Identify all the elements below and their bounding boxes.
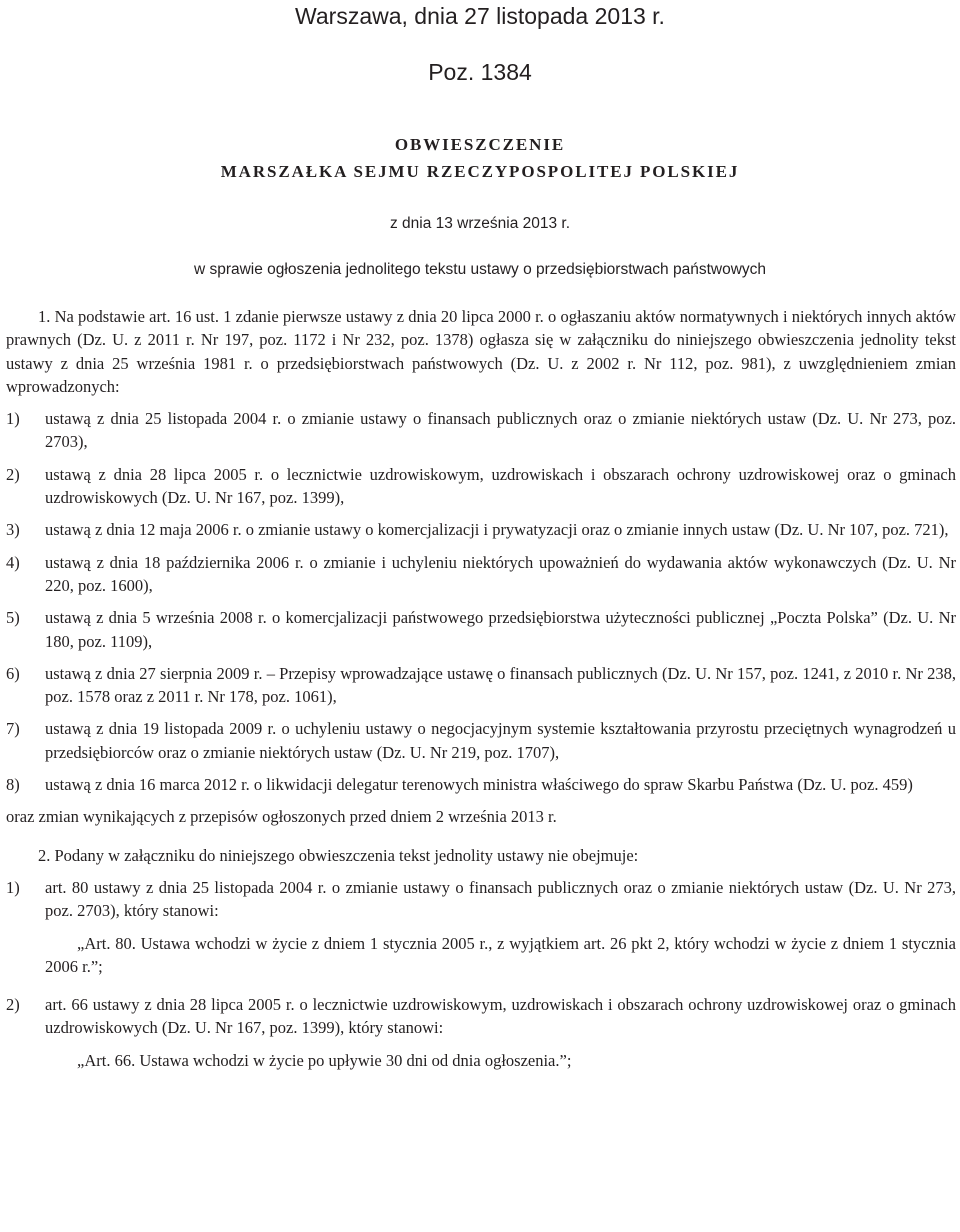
list-item [6, 662, 956, 709]
document-body [6, 305, 956, 1072]
item-text: art. 80 ustawy z dnia 25 listopada 2004 r. o zmianie ustawy o finansach publicznych oraz o zmianie niektórych ustaw (Dz. U. Nr 273, poz. 2703), który stanowi: [45, 877, 956, 921]
item-number: 1) [6, 409, 20, 429]
list-item [6, 993, 956, 1040]
item-number: 5) [6, 608, 20, 628]
issuer-title: MARSZAŁKA SEJMU RZECZYPOSPOLITEJ POLSKIEJ [220, 162, 740, 181]
item-number: 3) [6, 520, 20, 540]
item-text: ustawą z dnia 18 października 2006 r. o zmianie i uchyleniu niektórych upoważnień do wydawania aktów wykonawczych (Dz. U. Nr 220, poz. 1600), [45, 552, 956, 595]
list-item [6, 463, 956, 510]
item-number: 2) [6, 995, 20, 1015]
list-item [6, 518, 956, 541]
closing-sentence: oraz zmian wynikających z przepisów ogłoszonych przed dniem 2 września 2013 r. [6, 807, 557, 827]
item-number: 8) [6, 775, 20, 795]
list-item [6, 717, 956, 764]
list-item [6, 606, 956, 653]
quoted-article: „Art. 80. Ustawa wchodzi w życie z dniem 1 stycznia 2005 r., z wyjątkiem art. 26 pkt 2, który wchodzi w życie z dniem 1 stycznia 2006 r.”; [45, 933, 956, 976]
quoted-article: „Art. 66. Ustawa wchodzi w życie po upływie 30 dni od dnia ogłoszenia.”; [77, 1050, 572, 1070]
position-number: Poz. 1384 [428, 59, 532, 85]
paragraph-2: 2. Podany w załączniku do niniejszego obwieszczenia tekst jednolity ustawy nie obejmuje: [38, 845, 639, 865]
list-item [6, 551, 956, 598]
item-number: 6) [6, 663, 20, 683]
item-text: ustawą z dnia 5 września 2008 r. o komercjalizacji państwowego przedsiębiorstwa użyteczności publicznej „Poczta Polska” (Dz. U. Nr 180, poz. 1109), [45, 608, 956, 651]
publication-date: Warszawa, dnia 27 listopada 2013 r. [295, 3, 665, 29]
item-number: 4) [6, 552, 20, 572]
announcement-date: z dnia 13 września 2013 r. [389, 215, 571, 232]
item-text: art. 66 ustawy z dnia 28 lipca 2005 r. o lecznictwie uzdrowiskowym, uzdrowiskach i obszarach ochrony uzdrowiskowej oraz o gminach uzdrowiskowych (Dz. U. Nr 167, poz. 1399), który stanowi: [45, 995, 956, 1038]
paragraph-1: 1. Na podstawie art. 16 ust. 1 zdanie pierwsze ustawy z dnia 20 lipca 2000 r. o ogłaszaniu aktów normatywnych i niektórych innych aktów prawnych (Dz. U. z 2011 r. Nr 197, poz. 1172 i Nr 232, poz. 1378) ogłasza się w załączniku do niniejszego obwieszczenia jednolity tekst ustawy z dnia 25 września 1981 r. o przedsiębiorstwach państwowych (Dz. U. z 2002 r. Nr 112, poz. 981), z uwzględnieniem zmian wprowadzonych: [6, 307, 956, 396]
document-title: OBWIESZCZENIE [394, 135, 566, 154]
item-text: ustawą z dnia 12 maja 2006 r. o zmianie ustawy o komercjalizacji i prywatyzacji oraz o zmianie innych ustaw (Dz. U. Nr 107, poz. 721), [45, 520, 949, 540]
item-text: ustawą z dnia 25 listopada 2004 r. o zmianie ustawy o finansach publicznych oraz o zmianie niektórych ustaw (Dz. U. Nr 273, poz. 2703), [45, 409, 956, 452]
item-text: ustawą z dnia 16 marca 2012 r. o likwidacji delegatur terenowych ministra właściwego do spraw Skarbu Państwa (Dz. U. poz. 459) [45, 775, 913, 795]
item-text: ustawą z dnia 27 sierpnia 2009 r. – Przepisy wprowadzające ustawę o finansach publicznych (Dz. U. Nr 157, poz. 1241, z 2010 r. Nr 238, poz. 1578 oraz z 2011 r. Nr 178, poz. 1061), [45, 663, 956, 707]
item-text: ustawą z dnia 28 lipca 2005 r. o lecznictwie uzdrowiskowym, uzdrowiskach i obszarach ochrony uzdrowiskowej oraz o gminach uzdrowiskowych (Dz. U. Nr 167, poz. 1399), [45, 464, 956, 508]
announcement-subject: w sprawie ogłoszenia jednolitego tekstu ustawy o przedsiębiorstwach państwowych [193, 261, 767, 278]
item-text: ustawą z dnia 19 listopada 2009 r. o uchyleniu ustawy o negocjacyjnym systemie kształtowania przyrostu przeciętnych wynagrodzeń u przedsiębiorców oraz o zmianie niektórych ustaw (Dz. U. Nr 219, poz. 1707), [45, 719, 956, 762]
amendments-list [6, 407, 956, 796]
list-item [6, 407, 956, 454]
item-number: 2) [6, 464, 20, 484]
exclusions-list [6, 876, 956, 1072]
item-number: 1) [6, 877, 20, 897]
list-item [6, 773, 956, 796]
item-number: 7) [6, 719, 20, 739]
list-item [6, 876, 956, 923]
